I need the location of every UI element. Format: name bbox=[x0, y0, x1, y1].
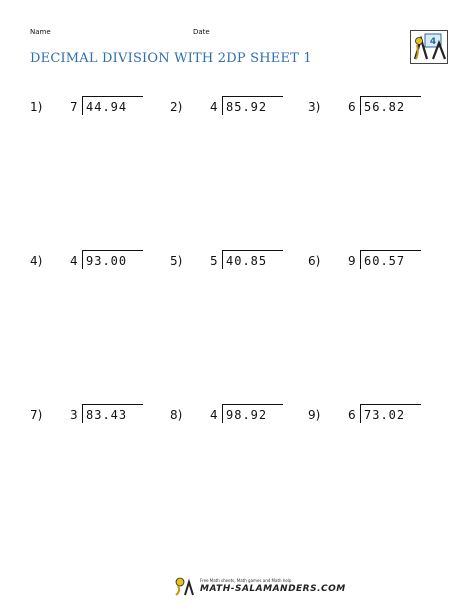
dividend: 73.02 bbox=[364, 408, 406, 422]
problem-7 bbox=[30, 400, 160, 430]
divisor: 7 bbox=[70, 100, 78, 114]
dividend: 40.85 bbox=[226, 254, 268, 268]
problem-number: 7) bbox=[30, 408, 43, 422]
problem-6 bbox=[308, 246, 438, 276]
footer-branding bbox=[172, 576, 346, 598]
problem-2 bbox=[170, 92, 300, 122]
dividend: 98.92 bbox=[226, 408, 268, 422]
problem-5 bbox=[170, 246, 300, 276]
problem-number: 4) bbox=[30, 254, 43, 268]
dividend: 83.43 bbox=[86, 408, 128, 422]
problem-4 bbox=[30, 246, 160, 276]
date-label: Date bbox=[193, 28, 210, 36]
divisor: 4 bbox=[210, 408, 218, 422]
dividend: 85.92 bbox=[226, 100, 268, 114]
salamander-icon bbox=[172, 576, 196, 596]
problem-8 bbox=[170, 400, 300, 430]
divisor: 3 bbox=[70, 408, 78, 422]
problem-number: 9) bbox=[308, 408, 321, 422]
dividend: 44.94 bbox=[86, 100, 128, 114]
footer-brand: MATH-SALAMANDERS.COM bbox=[200, 584, 346, 594]
page-title: DECIMAL DIVISION WITH 2DP SHEET 1 bbox=[30, 51, 312, 66]
problem-3 bbox=[308, 92, 438, 122]
math-salamanders-logo-icon bbox=[410, 30, 448, 64]
problem-number: 8) bbox=[170, 408, 183, 422]
divisor: 4 bbox=[70, 254, 78, 268]
problem-number: 1) bbox=[30, 100, 43, 114]
divisor: 6 bbox=[348, 408, 356, 422]
divisor: 4 bbox=[210, 100, 218, 114]
dividend: 56.82 bbox=[364, 100, 406, 114]
footer-tagline: Free Math sheets, Math games and Math help bbox=[200, 578, 292, 583]
svg-text:4: 4 bbox=[429, 37, 437, 47]
problem-number: 5) bbox=[170, 254, 183, 268]
problem-number: 3) bbox=[308, 100, 321, 114]
divisor: 9 bbox=[348, 254, 356, 268]
name-label: Name bbox=[30, 28, 51, 36]
problem-number: 2) bbox=[170, 100, 183, 114]
problem-1 bbox=[30, 92, 160, 122]
problem-9 bbox=[308, 400, 438, 430]
divisor: 6 bbox=[348, 100, 356, 114]
divisor: 5 bbox=[210, 254, 218, 268]
dividend: 93.00 bbox=[86, 254, 128, 268]
problem-number: 6) bbox=[308, 254, 321, 268]
dividend: 60.57 bbox=[364, 254, 406, 268]
